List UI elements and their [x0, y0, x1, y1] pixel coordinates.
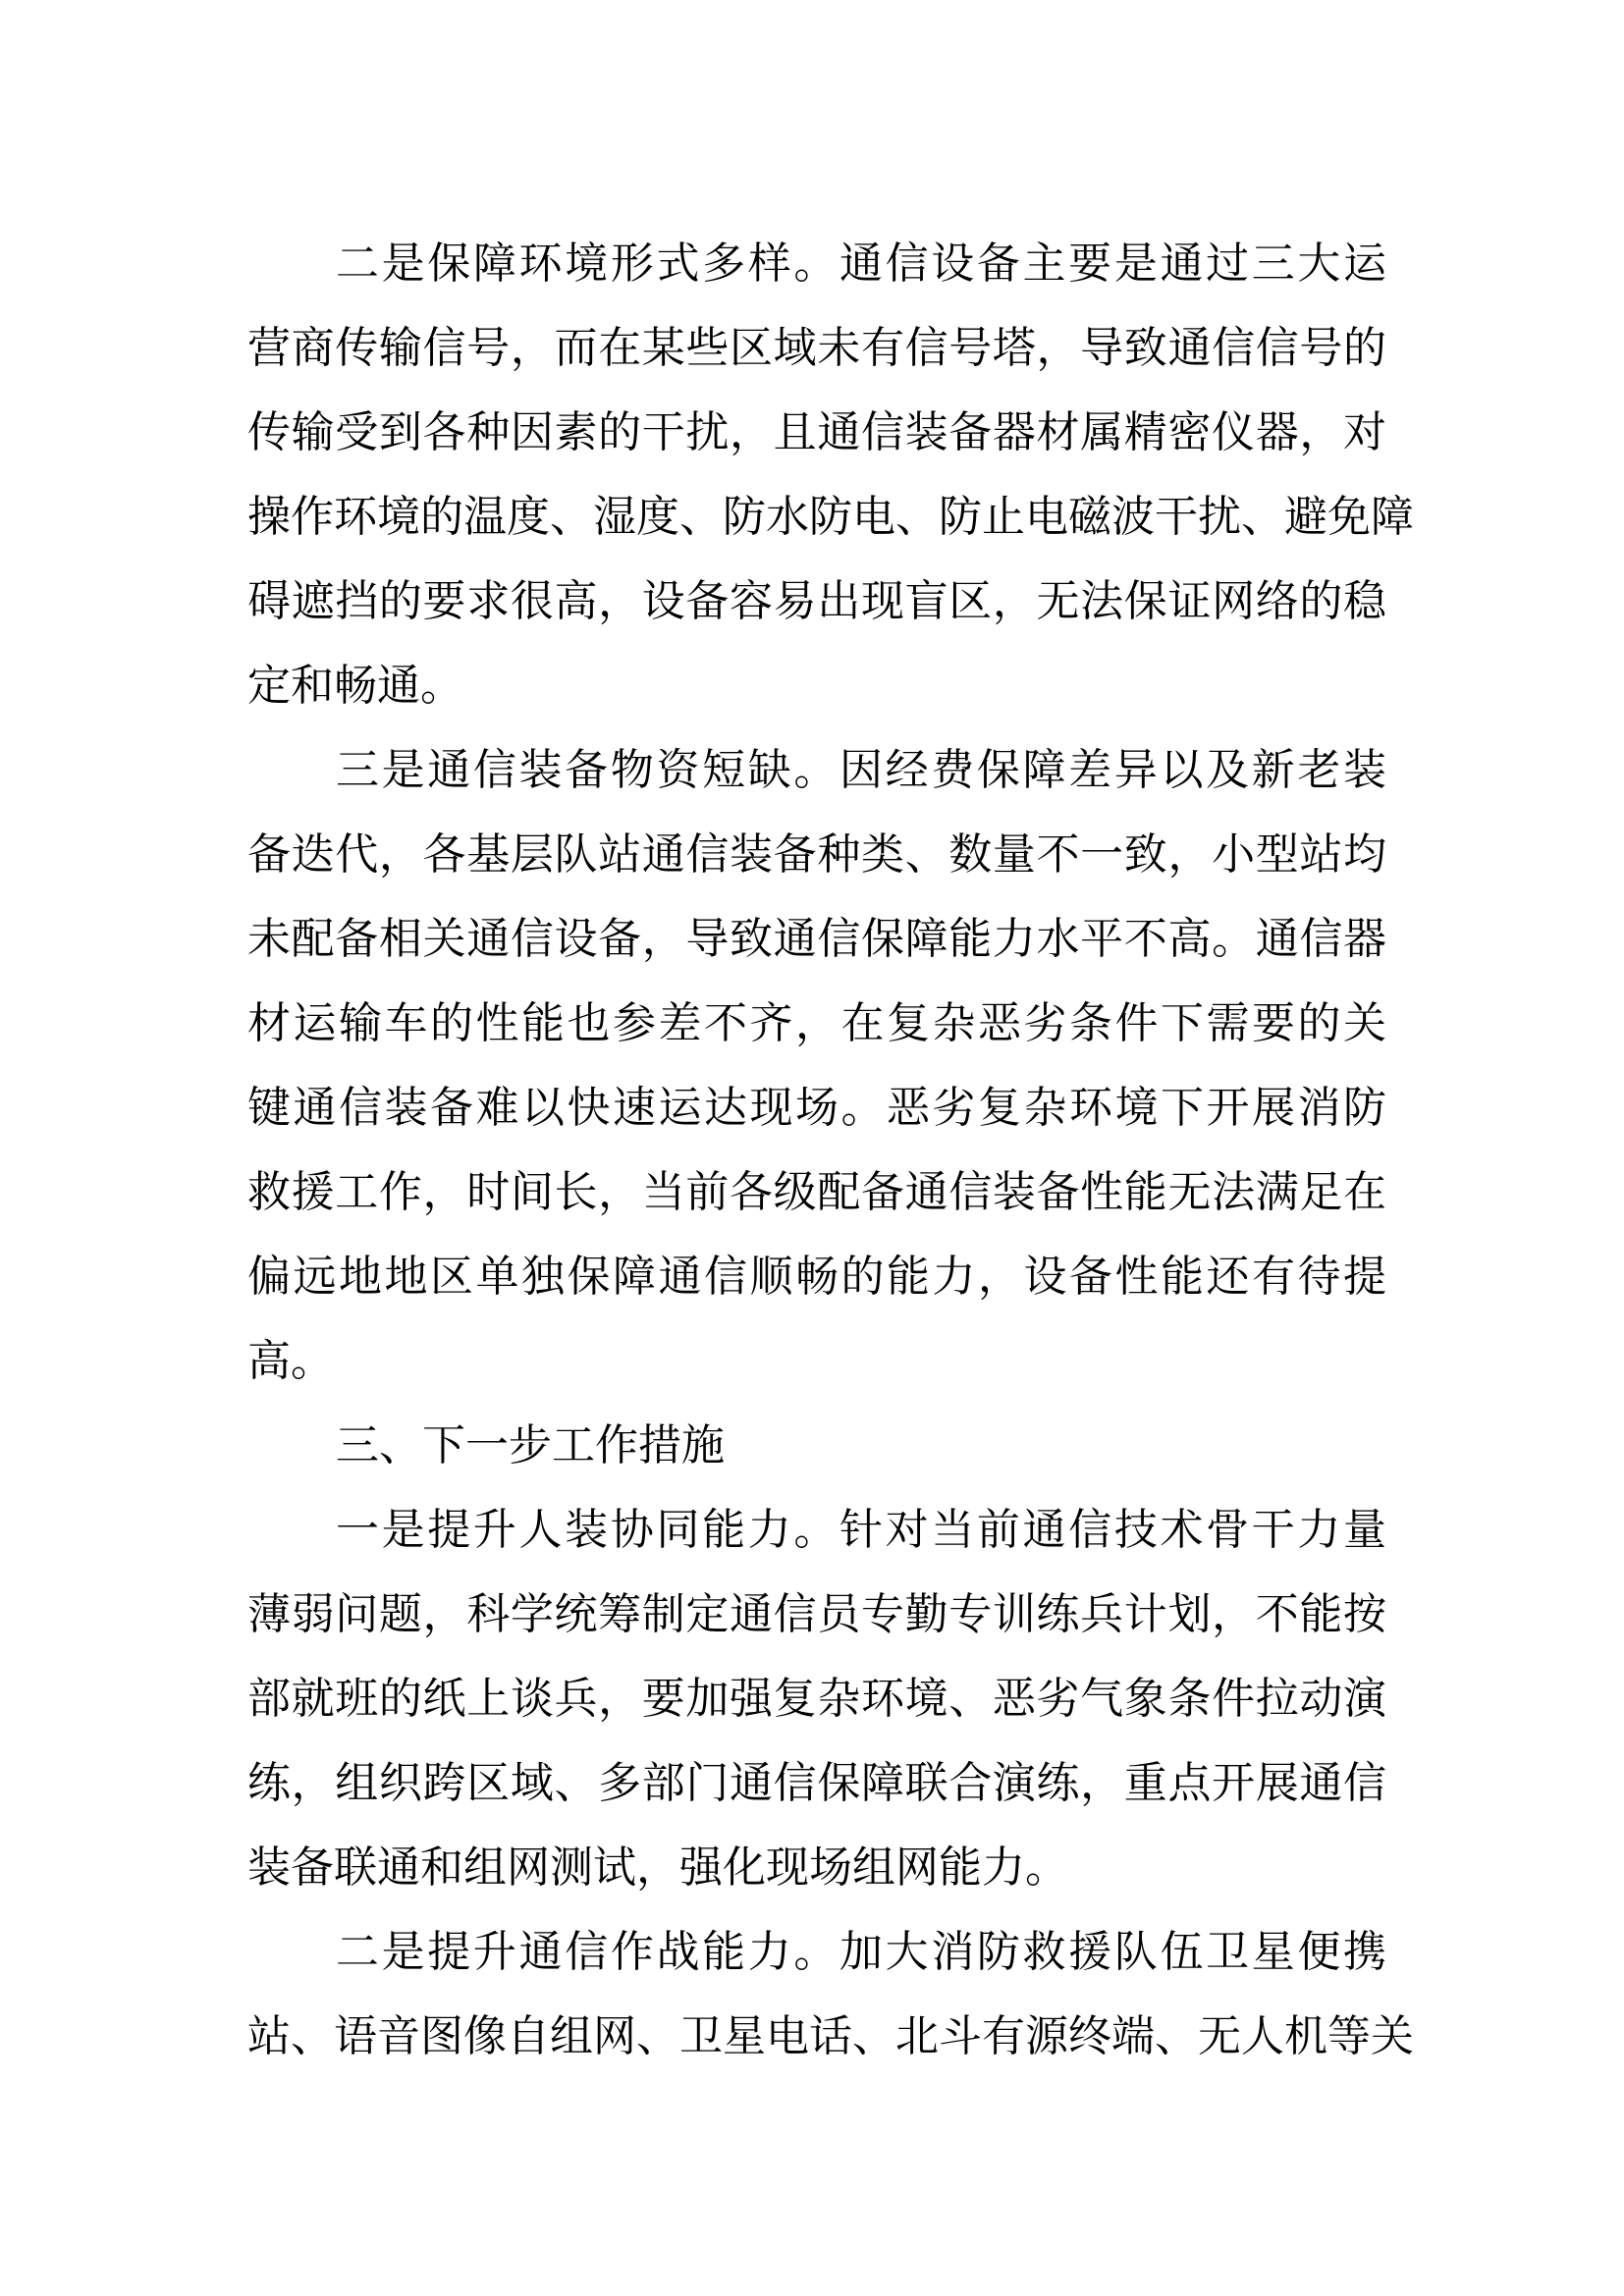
text-line: 营商传输信号，而在某些区域未有信号塔，导致通信信号的 [247, 323, 1386, 373]
text-line: 传输受到各种因素的干扰，且通信装备器材属精密仪器，对 [247, 407, 1386, 457]
text-line: 定和畅通。 [247, 661, 463, 711]
text-line: 键通信装备难以快速运达现场。恶劣复杂环境下开展消防 [247, 1083, 1386, 1133]
text-line: 未配备相关通信设备，导致通信保障能力水平不高。通信器 [247, 914, 1386, 964]
text-line: 装备联通和组网测试，强化现场组网能力。 [247, 1842, 1068, 1893]
text-line: 一是提升人装协同能力。针对当前通信技术骨干力量 [336, 1505, 1386, 1555]
text-line: 三、下一步工作措施 [336, 1420, 725, 1470]
text-line: 薄弱问题，科学统筹制定通信员专勤专训练兵计划，不能按 [247, 1589, 1386, 1639]
text-line: 部就班的纸上谈兵，要加强复杂环境、恶劣气象条件拉动演 [247, 1674, 1386, 1724]
text-line: 练，组织跨区域、多部门通信保障联合演练，重点开展通信 [247, 1758, 1386, 1808]
paragraph [247, 222, 1414, 728]
text-line: 材运输车的性能也参差不齐，在复杂恶劣条件下需要的关 [247, 998, 1386, 1048]
text-line: 操作环境的温度、湿度、防水防电、防止电磁波干扰、避免障 [247, 492, 1414, 542]
text-line: 二是保障环境形式多样。通信设备主要是通过三大运 [336, 239, 1386, 289]
text-line: 碍遮挡的要求很高，设备容易出现盲区，无法保证网络的稳 [247, 576, 1386, 626]
text-line: 二是提升通信作战能力。加大消防救援队伍卫星便携 [336, 1927, 1386, 1977]
text-line: 站、语音图像自组网、卫星电话、北斗有源终端、无人机等关 [247, 2011, 1414, 2061]
text-line: 偏远地地区单独保障通信顺畅的能力，设备性能还有待提 [247, 1252, 1386, 1302]
paragraph [247, 1910, 1414, 2079]
paragraph [247, 1488, 1386, 1910]
text-line: 三是通信装备物资短缺。因经费保障差异以及新老装 [336, 745, 1386, 795]
text-line: 备迭代，各基层队站通信装备种类、数量不一致，小型站均 [247, 829, 1386, 880]
text-line: 救援工作，时间长，当前各级配备通信装备性能无法满足在 [247, 1167, 1386, 1217]
text-line: 高。 [247, 1336, 334, 1386]
paragraph [247, 728, 1386, 1404]
section-heading [247, 1404, 1386, 1488]
document-page [247, 222, 1414, 2079]
